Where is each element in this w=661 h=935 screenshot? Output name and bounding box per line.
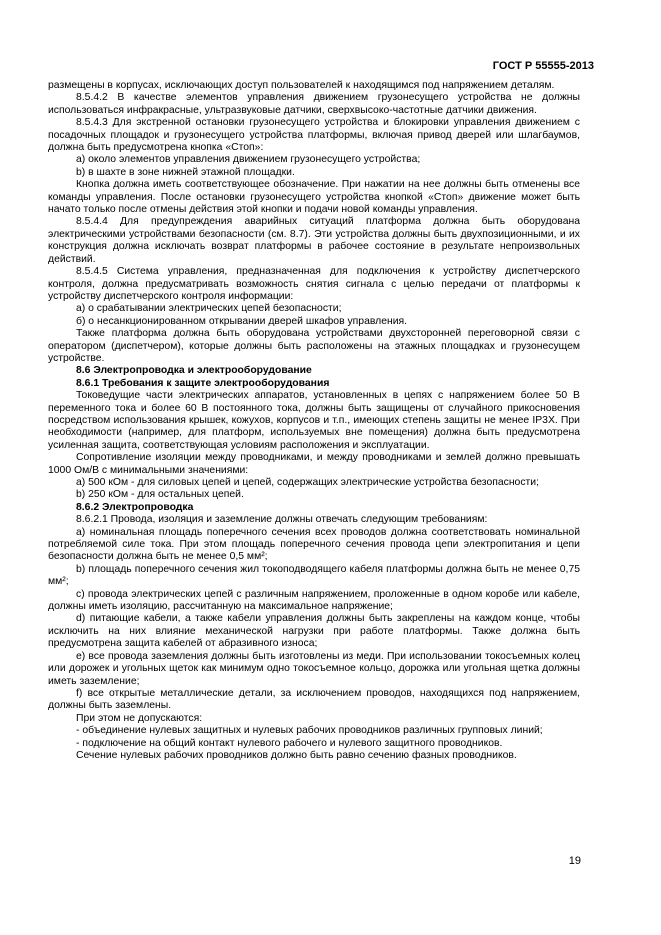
paragraph: Сечение нулевых рабочих проводников должно быть равно сечению фазных проводников. [76, 749, 517, 761]
paragraph: Кнопка должна иметь соответствующее обозначение. При нажатии на нее должны быть отменены все команды управления. После остановки грузонесущего устройства кнопкой «Стоп» движение может быть начато только после отмены действия этой кнопки и подачи новой команды управления. [48, 179, 580, 216]
paragraph: f) все открытые металлические детали, за исключением проводов, находящихся под напряжением, должны быть заземлены. [48, 687, 580, 712]
paragraph: б) о несанкционированном открывании дверей шкафов управления. [76, 315, 408, 327]
document-body [48, 80, 580, 762]
section-heading: 8.6.1 Требования к защите электрооборудования [76, 377, 330, 389]
paragraph: а) номинальная площадь поперечного сечения всех проводов должна соответствовать номинальной потребляемой силе тока. При этом площадь поперечного сечения провода цепи электропитания и цепи безопасности должна быть не менее 0,5 мм²; [48, 526, 580, 563]
paragraph: размещены в корпусах, исключающих доступ пользователей к находящимся под напряжением деталям. [48, 80, 555, 91]
paragraph: b) 250 кОм - для остальных цепей. [76, 489, 244, 501]
paragraph: e) все провода заземления должны быть изготовлены из меди. При использовании токосъемных колец или дорожек и угольных щеток как минимум одно токосъемное кольцо, дорожка или угольная щетка должны иметь заземление; [48, 650, 580, 687]
paragraph: Сопротивление изоляции между проводниками, и между проводниками и землей должно превышать 1000 Ом/В с минимальными значениями: [48, 452, 580, 476]
section-heading: 8.6.2 Электропроводка [76, 501, 194, 513]
paragraph: 8.6.2.1 Провода, изоляция и заземление должны отвечать следующим требованиям: [76, 514, 488, 526]
page-number: 19 [568, 855, 581, 867]
section-heading: 8.6 Электропроводка и электрооборудование [76, 365, 312, 377]
paragraph: 8.5.4.2 В качестве элементов управления движением грузонесущего устройства не должны использоваться инфракрасные, ультразвуковые датчики, сверхвысоко-частотные датчики движения. [48, 92, 580, 116]
paragraph: а) около элементов управления движением грузонесущего устройства; [76, 154, 421, 166]
paragraph: c) провода электрических цепей с различным напряжением, проложенные в одном коробе или кабеле, должны иметь изоляцию, рассчитанную на максимальное напряжение; [48, 588, 580, 613]
paragraph: Токоведущие части электрических аппаратов, установленных в цепях с напряжением более 50 В переменного тока и более 60 В постоянного тока, должны быть защищены от случайного прикосновения посредством использования крышек, кожухов, корпусов и т.п., имеющих степень защиты не менее IP3X. При необходимости (например, для платформ, используемых вне помещения) должна быть предусмотрена усиленная защита, соответствующая условиям расположения и эксплуатации. [48, 390, 580, 451]
paragraph: 8.5.4.3 Для экстренной остановки грузонесущего устройства и блокировки управления движением с посадочных площадок и грузонесущего устройства платформы, включая привод дверей или шлагбаумов, должна быть предусмотрена кнопка «Стоп»: [48, 117, 580, 154]
paragraph: 8.5.4.5 Система управления, предназначенная для подключения к устройству диспетчерского контроля, должна предусматривать возможность снятия сигнала с целью передачи от платформы к устройству диспетчерского контроля информации: [48, 266, 580, 302]
paragraph: 8.5.4.4 Для предупреждения аварийных ситуаций платформа должна быть оборудована электрическими устройствами безопасности (см. 8.7). Эти устройства должны быть двухпозиционными, и их конструкция должна исключать возврат платформы в рабочее состояние в результате непроизвольных действий. [48, 216, 580, 265]
paragraph: При этом не допускаются: [76, 712, 203, 724]
paragraph: а) 500 кОм - для силовых цепей и цепей, содержащих электрические устройства безопасности; [76, 477, 539, 488]
paragraph: Также платформа должна быть оборудована устройствами двухсторонней переговорной связи с оператором (диспетчером), которые должны быть расположены на этажных площадках и грузонесущем устройстве. [48, 328, 580, 364]
paragraph: b) в шахте в зоне нижней этажной площадки. [76, 166, 295, 178]
paragraph: b) площадь поперечного сечения жил токоподводящего кабеля платформы должна быть не менее 0,75 мм²; [48, 563, 580, 588]
paragraph: d) питающие кабели, а также кабели управления должны быть закреплены на каждом конце, чтобы исключить на них влияние механической нагрузки при работе платформы. Также должна быть предусмотрена защита кабелей от абразивного износа; [48, 613, 580, 650]
paragraph: - объединение нулевых защитных и нулевых рабочих проводников различных групповых линий; [76, 725, 543, 737]
document-header: ГОСТ Р 55555-2013 [492, 60, 594, 72]
paragraph: а) о срабатывании электрических цепей безопасности; [76, 303, 342, 315]
paragraph: - подключение на общий контакт нулевого рабочего и нулевого защитного проводников. [76, 737, 503, 749]
